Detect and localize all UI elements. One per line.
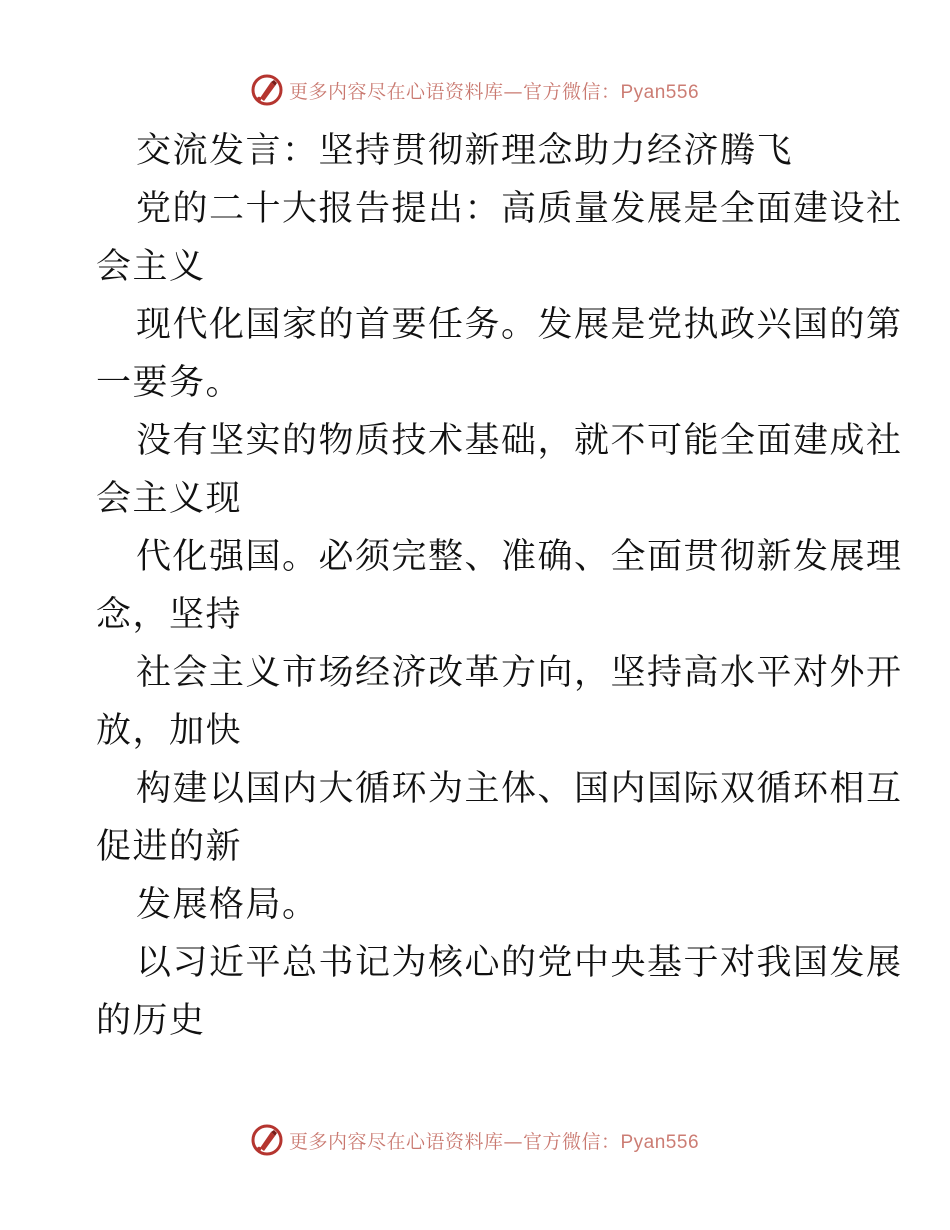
footer-wechat-id: Pyan556 (620, 1131, 700, 1153)
paragraph-line: 会主义 (96, 247, 206, 287)
paragraph-line: 现代化国家的首要任务。发展是党执政兴国的第 (136, 305, 903, 345)
header-banner-text: 更多内容尽在心语资料库—官方微信：Pyan556 (288, 80, 700, 103)
pen-nib-logo-icon (251, 1124, 283, 1156)
footer-banner-text: 更多内容尽在心语资料库—官方微信：Pyan556 (288, 1130, 700, 1153)
paragraph-line: 放，加快 (96, 711, 243, 751)
paragraph-line: 一要务。 (96, 363, 243, 403)
paragraph-line: 会主义现 (96, 479, 243, 519)
paragraph-line: 发展格局。 (136, 885, 319, 925)
paragraph-line: 构建以国内大循环为主体、国内国际双循环相互 (136, 769, 903, 809)
paragraph-line: 念，坚持 (96, 595, 243, 635)
paragraph-line: 促进的新 (96, 827, 243, 867)
header-wechat-id: Pyan556 (620, 81, 700, 103)
paragraph-line: 以习近平总书记为核心的党中央基于对我国发展 (136, 943, 903, 983)
paragraph-line: 党的二十大报告提出：高质量发展是全面建设社 (136, 189, 903, 229)
footer-banner (0, 1120, 950, 1160)
paragraph-line: 代化强国。必须完整、准确、全面贯彻新发展理 (136, 537, 903, 577)
header-banner (0, 70, 950, 110)
document-title: 交流发言：坚持贯彻新理念助力经济腾飞 (136, 131, 794, 171)
document-body (96, 122, 903, 1050)
paragraph-line: 没有坚实的物质技术基础，就不可能全面建成社 (136, 421, 903, 461)
paragraph-line: 的历史 (96, 1001, 206, 1041)
pen-nib-logo-icon (251, 74, 283, 106)
paragraph-line: 社会主义市场经济改革方向，坚持高水平对外开 (136, 653, 903, 693)
